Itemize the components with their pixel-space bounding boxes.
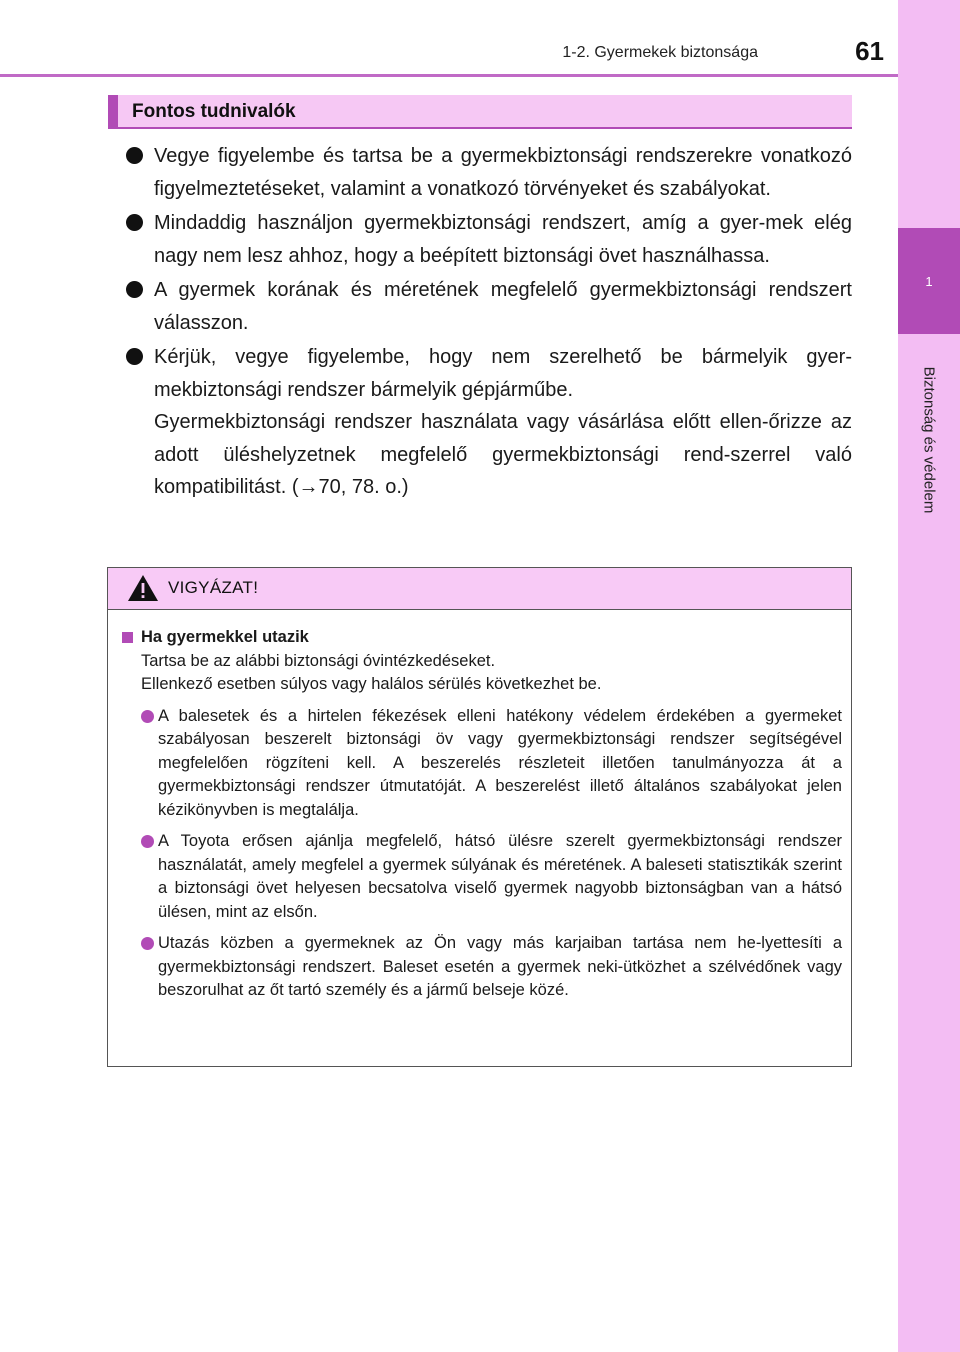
page-number: 61 [855, 36, 884, 66]
list-item [120, 274, 852, 339]
important-info-header [108, 95, 852, 129]
list-item-text: Kérjük, vegye figyelembe, hogy nem szerelhető be bármelyik gyer-mekbiztonsági rendszer bármelyik gépjárműbe. [154, 346, 852, 401]
chapter-number-tab[interactable]: 1 [898, 228, 960, 334]
list-item [120, 140, 852, 205]
warning-intro-line: Tartsa be az alábbi biztonsági óvintézkedéseket. [141, 651, 496, 670]
bullet-icon [141, 937, 154, 950]
warning-intro-line: Ellenkező esetben súlyos vagy halálos sérülés következhet be. [141, 675, 602, 693]
bullet-icon [126, 348, 143, 365]
list-item-continuation: Gyermekbiztonsági rendszer használata vagy vásárlása előtt ellen-őrizze az adott üléshelyzetnek megfelelő gyermekbiztonsági rend-szerrel való kompatibilitást. (→70, 78. o.) [154, 411, 852, 498]
bullet-icon [126, 281, 143, 298]
bullet-icon [126, 147, 143, 164]
square-bullet-icon [122, 632, 133, 643]
list-item-text: A gyermek korának és méretének megfelelő gyermekbiztonsági rendszert válasszon. [154, 279, 852, 334]
list-item-text: Vegye figyelembe és tartsa be a gyermekbiztonsági rendszerekre vonatkozó figyelmeztetéseket, valamint a vonatkozó törvényeket és szabályokat. [154, 145, 852, 200]
warning-list-item-text: A Toyota erősen ajánlja megfelelő, hátsó ülésre szerelt gyermekbiztonsági rendszer használatát, amely megfelel a gyermek súlyának és méretének. A baleseti statisztikák szerint a biztonsági övet helyesen becsatolva viselő gyermek nagyobb biztonságban van a hátsó ülésen, mint az elsőn. [158, 832, 842, 921]
warning-box [107, 567, 852, 1067]
important-info-title: Fontos tudnivalók [132, 101, 296, 122]
list-item [120, 341, 852, 504]
header-divider [0, 74, 898, 77]
chapter-label: Biztonság és védelem [920, 366, 938, 514]
warning-subheading [122, 626, 842, 650]
list-item-text: Mindaddig használjon gyermekbiztonsági rendszert, amíg a gyer-mek elég nagy nem lesz ahhoz, hogy a beépített biztonsági övet használhassa. [154, 212, 852, 267]
list-item [120, 207, 852, 272]
warning-list-item-text: Utazás közben a gyermeknek az Ön vagy más karjaiban tartása nem he-lyettesíti a gyermekbiztonsági rendszert. Baleset esetén a gyermek neki-ütközhet a szélvédőnek vagy beszorulhat az őt tartó személy és a jármű belseje közé. [158, 934, 842, 999]
important-info-list [120, 140, 852, 504]
bullet-icon [126, 214, 143, 231]
side-tab [898, 0, 960, 1352]
bullet-icon [141, 710, 154, 723]
warning-body [122, 626, 842, 1003]
warning-triangle-icon [127, 573, 159, 603]
warning-list-item [122, 705, 842, 823]
warning-list-item [122, 830, 842, 924]
section-title: 1-2. Gyermekek biztonsága [562, 44, 758, 61]
warning-list-item [122, 932, 842, 1003]
warning-title: VIGYÁZAT! [168, 578, 259, 597]
warning-header [108, 568, 851, 610]
warning-subheading-text: Ha gyermekkel utazik [141, 628, 309, 646]
bullet-icon [141, 835, 154, 848]
warning-list-item-text: A balesetek és a hirtelen fékezések elleni hatékony védelem érdekében a gyermeket szabályosan beszerelt biztonsági öv vagy gyermekbiztonsági rendszer segítségével megfelelően rögzíteni kell. A beszerelés részleteit illetően tanulmányozza át a gyermekbiztonsági rendszer útmutatóját. A beszerelést illető általános szabályokat jelen kézikönyvben is megtalálja. [158, 706, 842, 819]
